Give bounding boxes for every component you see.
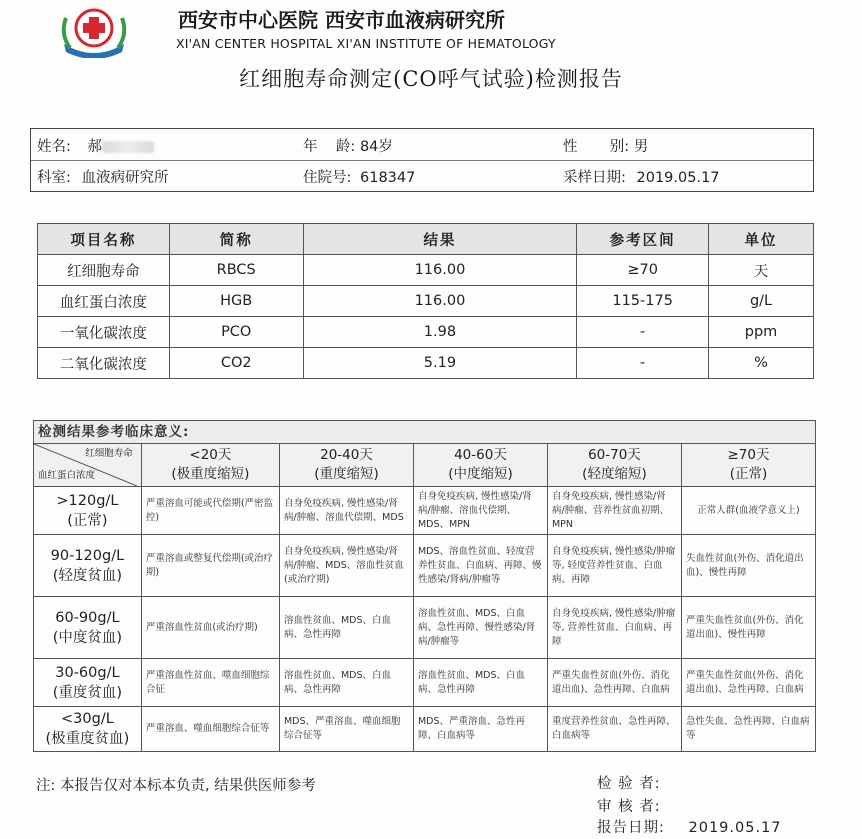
item-unit: ppm (709, 317, 814, 348)
clinical-cell: MDS、溶血性贫血、轻度营养性贫血、白血病、再障、慢性感染/肾病/肿瘤等 (413, 535, 547, 597)
row-range-label: 30-60g/L (55, 664, 120, 681)
clinical-cell: 严重失血性贫血(外伤、消化道出血)、急性再障、白血病 (681, 659, 815, 707)
report-header (0, 0, 862, 110)
reviewer-signature (597, 795, 661, 816)
item-abbr: HGB (169, 286, 303, 317)
table-row (38, 348, 814, 379)
col-header-lifespan (547, 444, 681, 487)
clinical-cell: 自身免疫疾病, 慢性感染/肾病/肿瘤、溶血代偿期、MDS、MPN (413, 487, 547, 535)
clinical-reference-table (33, 420, 816, 752)
clinical-cell: 严重溶血性贫血、噬血细胞综合征 (141, 659, 279, 707)
results-table (37, 223, 814, 379)
caption-row (34, 421, 816, 444)
col-header-result: 结果 (303, 224, 577, 255)
item-result: 1.98 (303, 317, 577, 348)
clinical-caption: 检测结果参考临床意义: (34, 421, 816, 444)
row-severity-label: (极重度贫血) (45, 731, 130, 747)
name-redaction (102, 141, 154, 153)
clinical-cell: 溶血性贫血、MDS、白血病、急性再障 (413, 659, 547, 707)
col-header-abbr: 简称 (169, 224, 303, 255)
item-result: 5.19 (303, 348, 577, 379)
sample-date-field (563, 166, 720, 187)
sex-field (563, 135, 648, 156)
row-header-hgb (34, 535, 142, 597)
row-range-label: 60-90g/L (55, 609, 120, 626)
clinical-header-row (34, 444, 816, 487)
col-range-label: 40-60天 (454, 447, 507, 463)
row-severity-label: (轻度贫血) (52, 567, 123, 584)
row-range-label: <30g/L (61, 711, 114, 727)
row-header-hgb (34, 597, 142, 659)
item-name: 二氧化碳浓度 (38, 348, 170, 379)
dept-label: 科室: (37, 170, 71, 186)
clinical-cell: 自身免疫疾病, 慢性感染/肿瘤等, 轻度营养性贫血、白血病、再障 (547, 535, 681, 597)
table-row (38, 255, 814, 286)
clinical-cell: MDS、严重溶血、噬血细胞综合征等 (279, 707, 413, 752)
clinical-cell: 自身免疫疾病, 慢性感染/肿瘤等, 营养性贫血、白血病、再障 (547, 597, 681, 659)
item-abbr: PCO (169, 317, 303, 348)
footer-note: 注: 本报告仅对本标本负责, 结果供医师参考 (36, 778, 316, 794)
report-date-value: 2019.05.17 (688, 820, 782, 836)
clinical-cell: 急性失血、急性再障、白血病等 (681, 707, 815, 752)
tester-signature (597, 772, 661, 793)
table-row (34, 597, 816, 659)
name-field (37, 135, 154, 156)
corner-top-label: 红细胞寿命 (85, 448, 133, 459)
col-severity-label: (中度缩短) (448, 466, 513, 482)
item-unit: % (709, 348, 814, 379)
col-header-lifespan (279, 444, 413, 487)
clinical-cell: 严重溶血或整复代偿期(或治疗期) (141, 535, 279, 597)
table-row (38, 286, 814, 317)
sex-label: 性 别: (563, 139, 630, 155)
item-name: 血红蛋白浓度 (38, 286, 170, 317)
col-header-range: 参考区间 (577, 224, 709, 255)
clinical-cell: 失血性贫血(外伤、消化道出血)、慢性再障 (681, 535, 815, 597)
clinical-cell: 严重失血性贫血(外伤、消化道出血)、急性再障、白血病 (547, 659, 681, 707)
clinical-cell: 严重失血性贫血(外伤、消化道出血)、慢性再障 (681, 597, 815, 659)
item-name: 红细胞寿命 (38, 255, 170, 286)
clinical-cell: 自身免疫疾病, 慢性感染/肾病/肿瘤、营养性贫血初期、MPN (547, 487, 681, 535)
clinical-cell: 严重溶血可能或代偿期(严密监控) (141, 487, 279, 535)
row-header-hgb (34, 659, 142, 707)
sample-date-label: 采样日期: (563, 170, 626, 186)
item-unit: g/L (709, 286, 814, 317)
col-header-lifespan (681, 444, 815, 487)
row-header-hgb (34, 487, 142, 535)
hospital-logo-icon (56, 4, 132, 58)
name-label: 姓名: (37, 139, 71, 155)
clinical-cell: 严重溶血性贫血(或治疗期) (141, 597, 279, 659)
report-date-label: 报告日期: (597, 820, 665, 836)
item-range: - (577, 348, 709, 379)
table-row (34, 659, 816, 707)
table-row (38, 317, 814, 348)
age-field (303, 135, 393, 156)
item-abbr: CO2 (169, 348, 303, 379)
item-abbr: RBCS (169, 255, 303, 286)
item-result: 116.00 (303, 255, 577, 286)
hospital-name-cn: 西安市中心医院 西安市血液病研究所 (178, 8, 505, 32)
corner-header-cell (34, 444, 142, 487)
clinical-cell: 自身免疫疾病, 慢性感染/肾病/肿瘤、MDS、溶血性贫血(或治疗期) (279, 535, 413, 597)
clinical-cell: 正常人群(血液学意义上) (681, 487, 815, 535)
clinical-cell: 溶血性贫血、MDS、白血病、急性再障 (279, 659, 413, 707)
age-label: 年 龄: (303, 139, 356, 155)
row-range-label: 90-120g/L (50, 547, 125, 564)
item-range: - (577, 317, 709, 348)
col-severity-label: (极重度缩短) (171, 466, 250, 482)
col-range-label: <20天 (189, 447, 232, 463)
clinical-cell: 严重溶血、噬血细胞综合征等 (141, 707, 279, 752)
sex-value: 男 (633, 139, 649, 155)
report-date (597, 816, 782, 837)
clinical-cell: 自身免疫疾病, 慢性感染/肾病/肿瘤、溶血代偿期、MDS (279, 487, 413, 535)
col-severity-label: (轻度缩短) (582, 466, 647, 482)
table-row (34, 707, 816, 752)
patient-info-box (30, 128, 814, 192)
item-range: ≥70 (577, 255, 709, 286)
corner-bottom-label: 血红蛋白浓度 (38, 470, 96, 481)
row-range-label: >120g/L (56, 492, 119, 509)
reviewer-label: 审 核 者: (597, 799, 661, 815)
dept-value: 血液病研究所 (81, 170, 169, 186)
patient-info-row (31, 160, 813, 191)
item-result: 116.00 (303, 286, 577, 317)
col-range-label: 20-40天 (320, 447, 373, 463)
col-header-lifespan (141, 444, 279, 487)
col-range-label: 60-70天 (588, 447, 641, 463)
dept-field (37, 166, 169, 187)
name-value: 郝 (87, 139, 102, 155)
item-unit: 天 (709, 255, 814, 286)
admission-field (303, 166, 415, 187)
col-header-name: 项目名称 (38, 224, 170, 255)
row-severity-label: (正常) (67, 512, 108, 529)
clinical-cell: 溶血性贫血、MDS、白血病、急性再障、慢性感染/肾病/肿瘤等 (413, 597, 547, 659)
sample-date-value: 2019.05.17 (636, 170, 720, 186)
clinical-cell: 重度营养性贫血、急性再障、白血病等 (547, 707, 681, 752)
row-severity-label: (中度贫血) (52, 629, 123, 646)
admission-label: 住院号: (303, 170, 352, 186)
table-row (34, 487, 816, 535)
row-severity-label: (重度贫血) (52, 684, 123, 701)
col-range-label: ≥70天 (727, 447, 770, 463)
results-header-row (38, 224, 814, 255)
col-severity-label: (重度缩短) (314, 466, 379, 482)
clinical-cell: 溶血性贫血、MDS、白血病、急性再障 (279, 597, 413, 659)
table-row (34, 535, 816, 597)
col-header-unit: 单位 (709, 224, 814, 255)
hospital-name-en: XI'AN CENTER HOSPITAL XI'AN INSTITUTE OF HEMATOLOGY (176, 36, 556, 51)
col-header-lifespan (413, 444, 547, 487)
age-value: 84岁 (359, 139, 393, 155)
admission-value: 618347 (360, 170, 416, 186)
tester-label: 检 验 者: (597, 776, 661, 792)
item-name: 一氧化碳浓度 (38, 317, 170, 348)
item-range: 115-175 (577, 286, 709, 317)
report-title: 红细胞寿命测定(CO呼气试验)检测报告 (239, 67, 623, 91)
patient-info-row (31, 129, 813, 161)
col-severity-label: (正常) (729, 466, 768, 482)
row-header-hgb (34, 707, 142, 752)
clinical-cell: MDS、严重溶血、急性再障、白血病等 (413, 707, 547, 752)
